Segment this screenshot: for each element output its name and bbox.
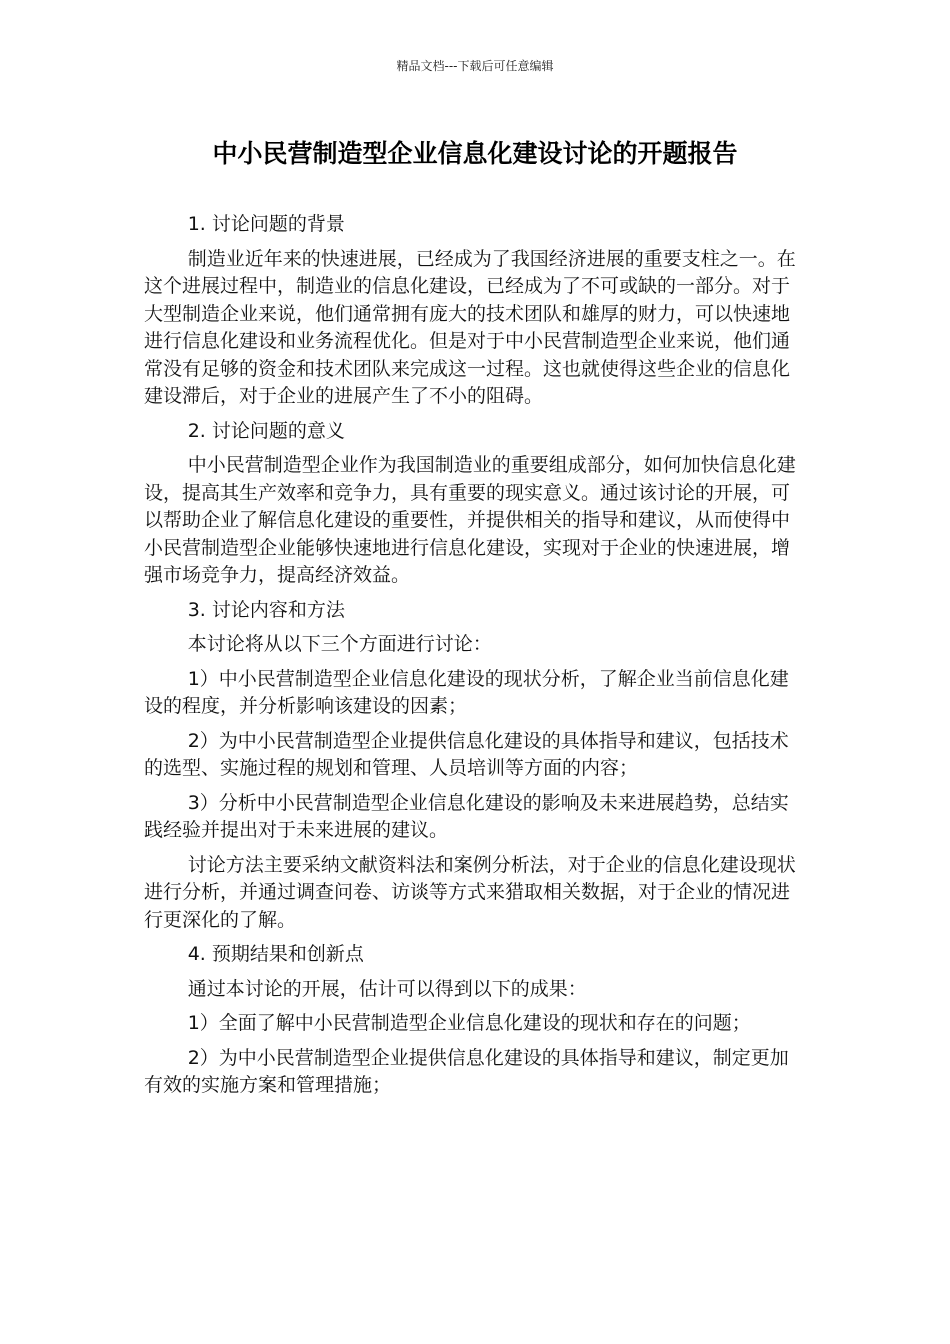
document-body — [144, 211, 806, 1107]
list-item-content-1: 1）中小民营制造型企业信息化建设的现状分析，了解企业当前信息化建设的程度，并分析影响该建设的因素； — [144, 667, 789, 717]
section-heading-background: 1. 讨论问题的背景 — [187, 213, 345, 235]
list-item-result-2: 2）为中小民营制造型企业提供信息化建设的具体指导和建议，制定更加有效的实施方案和管理措施； — [144, 1046, 789, 1096]
list-item-content-2: 2）为中小民营制造型企业提供信息化建设的具体指导和建议，包括技术的选型、实施过程的规划和管理、人员培训等方面的内容； — [144, 729, 789, 779]
list-item-content-3: 3）分析中小民营制造型企业信息化建设的影响及未来进展趋势，总结实践经验并提出对于未来进展的建议。 — [144, 791, 789, 841]
header-note: 精品文档---下载后可任意编辑 — [396, 59, 554, 73]
section-heading-expected-results: 4. 预期结果和创新点 — [187, 943, 364, 965]
paragraph-significance: 中小民营制造型企业作为我国制造业的重要组成部分，如何加快信息化建设，提高其生产效率和竞争力，具有重要的现实意义。通过该讨论的开展，可以帮助企业了解信息化建设的重要性，并提供相关的指导和建议，从而使得中小民营制造型企业能够快速地进行信息化建设，实现对于企业的快速进展，增强市场竞争力，提高经济效益。 — [144, 454, 796, 586]
list-item-result-1: 1）全面了解中小民营制造型企业信息化建设的现状和存在的问题； — [187, 1012, 751, 1034]
paragraph-background: 制造业近年来的快速进展，已经成为了我国经济进展的重要支柱之一。在这个进展过程中，制造业的信息化建设，已经成为了不可或缺的一部分。对于大型制造企业来说，他们通常拥有庞大的技术团队和雄厚的财力，可以快速地进行信息化建设和业务流程优化。但是对于中小民营制造型企业来说，他们通常没有足够的资金和技术团队来完成这一过程。这也就使得这些企业的信息化建设滞后，对于企业的进展产生了不小的阻碍。 — [144, 247, 796, 407]
document-title: 中小民营制造型企业信息化建设讨论的开题报告 — [212, 139, 738, 168]
paragraph-results-intro: 通过本讨论的开展，估计可以得到以下的成果： — [187, 977, 587, 1000]
paragraph-methods: 讨论方法主要采纳文献资料法和案例分析法，对于企业的信息化建设现状进行分析，并通过调查问卷、访谈等方式来猎取相关数据，对于企业的情况进行更深化的了解。 — [144, 853, 796, 931]
section-heading-significance: 2. 讨论问题的意义 — [187, 419, 345, 442]
paragraph-content-intro: 本讨论将从以下三个方面进行讨论： — [187, 633, 492, 655]
section-heading-content-methods: 3. 讨论内容和方法 — [187, 598, 345, 621]
